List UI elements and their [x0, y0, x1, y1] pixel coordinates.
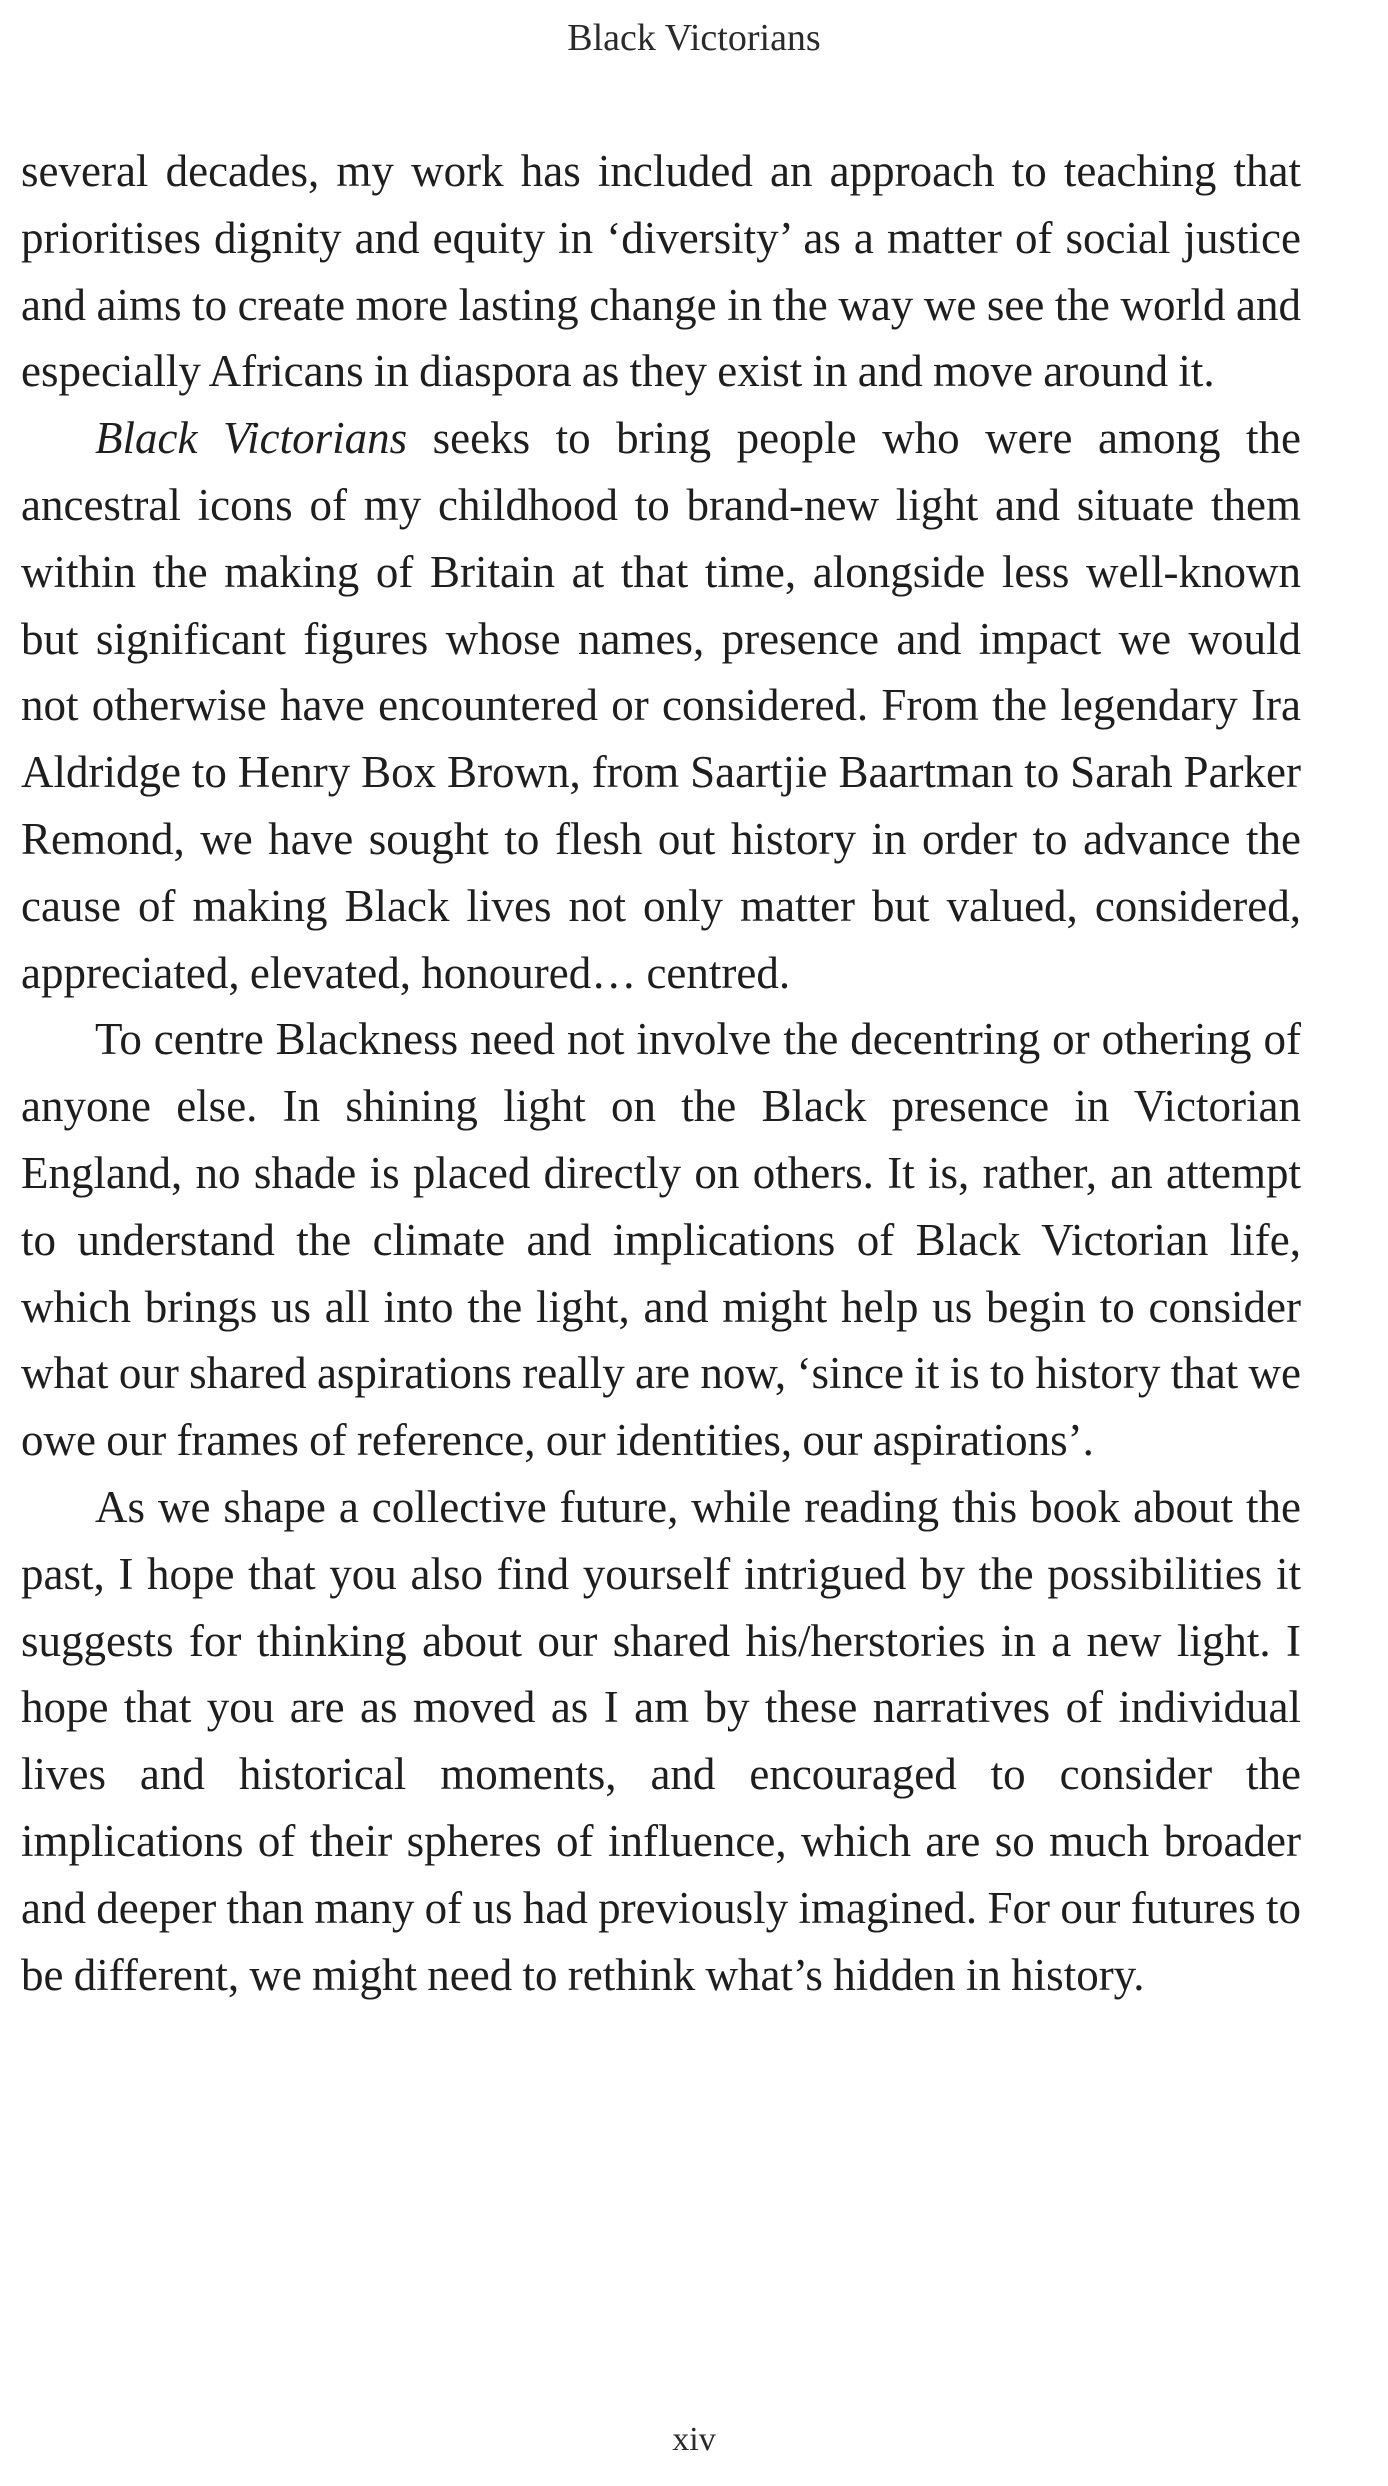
paragraph-4: As we shape a collective future, while reading this book about the past, I hope that you also find yourself intrigued by the possibilities it suggests for thinking about our shared his/herstories in a new light. I hope that you are as moved as I am by these narratives of individual lives and historical moments, and encouraged to consider the implications of their spheres of influence, which are so much broader and deeper than many of us had previously imagined. For our futures to be different, we might need to rethink what’s hidden in history. [21, 1481, 1301, 2000]
body-text [21, 138, 1301, 2008]
paragraph-2 [21, 405, 1301, 1006]
paragraph-2-text: seeks to bring people who were among the ancestral icons of my childhood to brand-new light and situate them within the making of Britain at that time, alongside less well-known but significant figures whose names, presence and impact we would not otherwise have encountered or considered. From the legendary Ira Aldridge to Henry Box Brown, from Saartjie Baartman to Sarah Parker Remond, we have sought to flesh out history in order to advance the cause of making Black lives not only matter but valued, considered, appreciated, elevated, honoured… centred. [21, 413, 1301, 998]
running-head: Black Victorians [567, 17, 821, 59]
paragraph-1: several decades, my work has included an approach to teaching that prioritises dignity and equity in ‘diversity’ as a matter of social justice and aims to create more lasting change in the way we see the world and especially Africans in diaspora as they exist in and move around it. [21, 146, 1301, 397]
page-number: xiv [672, 2421, 716, 2458]
book-title-italic: Black Victorians [95, 413, 408, 464]
paragraph-3: To centre Blackness need not involve the decentring or othering of anyone else. In shining light on the Black presence in Victorian England, no shade is placed directly on others. It is, rather, an attempt to understand the climate and implications of Black Victorian life, which brings us all into the light, and might help us begin to consider what our shared aspirations really are now, ‘since it is to history that we owe our frames of reference, our identities, our aspirations’. [21, 1014, 1301, 1466]
